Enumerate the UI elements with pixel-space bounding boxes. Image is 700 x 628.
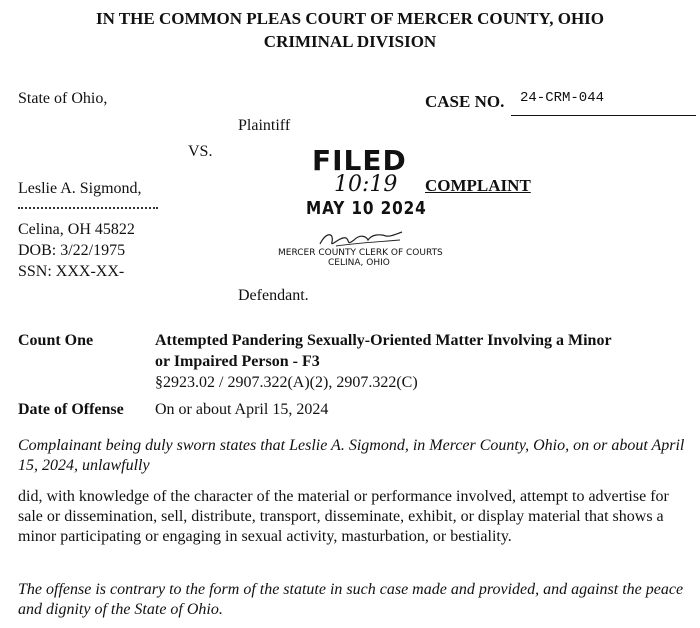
- defendant-city: Celina, OH 45822: [18, 221, 135, 238]
- court-heading: IN THE COMMON PLEAS COURT OF MERCER COUNTY, OHIO: [95, 9, 605, 28]
- charge-line-2: or Impaired Person - F3: [155, 353, 320, 370]
- document-title: COMPLAINT: [425, 176, 531, 195]
- defendant-role: Defendant.: [238, 287, 309, 304]
- clerk-signature-icon: [316, 228, 406, 250]
- sworn-statement: Complainant being duly sworn states that Leslie A. Sigmond, in Mercer County, Ohio, on or about April 15, 2024, unlawfully: [18, 437, 685, 474]
- filed-stamp-time: 10:19: [334, 172, 398, 197]
- plaintiff-role: Plaintiff: [238, 117, 291, 134]
- case-number: 24-CRM-044: [520, 90, 605, 106]
- closing-statement: The offense is contrary to the form of the statute in such case made and provided, and against the peace and dignity of the State of Ohio.: [18, 581, 684, 618]
- plaintiff-name: State of Ohio,: [18, 90, 108, 107]
- filed-stamp: [272, 146, 442, 270]
- defendant-dob: DOB: 3/22/1975: [18, 242, 126, 259]
- versus-label: VS.: [188, 143, 213, 160]
- filed-stamp-word: FILED: [312, 144, 407, 177]
- redacted-address: [18, 207, 158, 213]
- case-number-underline: [511, 115, 696, 116]
- division-heading: CRIMINAL DIVISION: [263, 32, 437, 51]
- defendant-name: Leslie A. Sigmond,: [18, 180, 142, 197]
- case-number-label: CASE NO.: [425, 92, 505, 111]
- offense-date-value: On or about April 15, 2024: [155, 401, 329, 418]
- offense-date-label: Date of Offense: [18, 401, 124, 418]
- defendant-ssn: SSN: XXX-XX-: [18, 263, 125, 280]
- charge-description: did, with knowledge of the character of the material or performance involved, attempt to advertise for sale or dissemination, sell, distribute, transport, disseminate, exhibit, or display material that shows a minor participating or engaging in sexual activity, masturbation, or bestiality.: [18, 488, 669, 545]
- statute-citation: §2923.02 / 2907.322(A)(2), 2907.322(C): [155, 374, 418, 391]
- filed-stamp-date: MAY 10 2024: [306, 198, 427, 219]
- charge-line-1: Attempted Pandering Sexually-Oriented Matter Involving a Minor: [155, 332, 612, 349]
- clerk-city-line: CELINA, OHIO: [328, 258, 390, 268]
- clerk-of-courts-line: MERCER COUNTY CLERK OF COURTS: [278, 248, 443, 258]
- count-label: Count One: [18, 332, 94, 349]
